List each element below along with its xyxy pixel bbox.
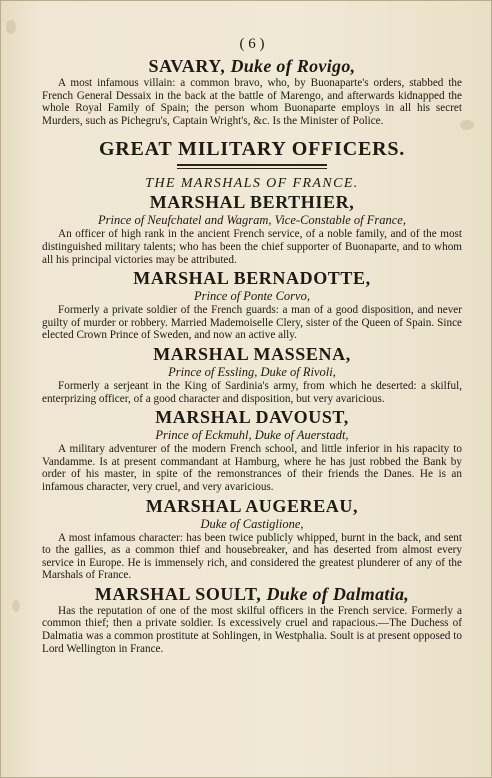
entry-text: An officer of high rank in the ancient French service, of a noble family, and of the most distinguished military talents; who has been the chief supporter of Buonaparte, and to whom all his principal victories may be attributed. bbox=[42, 228, 462, 266]
entry-title-italic: Duke of Dalmatia, bbox=[266, 583, 410, 604]
entry-title: MARSHAL AUGEREAU, bbox=[145, 495, 359, 516]
page-number: ( 6 ) bbox=[239, 36, 265, 52]
entry-savary bbox=[42, 56, 462, 127]
entry-text: A military adventurer of the modern French school, and little inferior in his rapacity to Vandamme. Is at present commandant at Hamburg, where he has just robbed the Bank by order of his master, in spite of the remonstrances of their friends the Danes. He is an infamous character, very cruel, and very avaricious. bbox=[42, 443, 462, 493]
entry-text: Has the reputation of one of the most skilful officers in the French service. Formerly a common thief; then a private soldier. Is excessively cruel and rapacious.—The Duchess of Dalmatia was a common prostitute at Sohlingen, in Westphalia. Soult is at present opposed to Lord Wellington in France. bbox=[42, 604, 462, 655]
paper-stain bbox=[460, 120, 474, 130]
entry-subtitle: Duke of Castiglione, bbox=[200, 516, 304, 531]
entry-subtitle: Prince of Ponte Corvo, bbox=[194, 289, 310, 304]
sub-section-title: THE MARSHALS OF FRANCE. bbox=[145, 176, 359, 192]
entry-subtitle: Prince of Essling, Duke of Rivoli, bbox=[168, 364, 336, 379]
entry-title: MARSHAL BERTHIER, bbox=[149, 192, 355, 213]
entry-text: Formerly a serjeant in the King of Sardinia's army, from which he deserted: a skilful, enterprizing officer, of a good character and disposition, but very avaricious. bbox=[42, 379, 462, 405]
entry-title-italic: Duke of Rovigo, bbox=[230, 56, 356, 76]
entry-title: MARSHAL MASSENA, bbox=[153, 343, 351, 364]
paper-stain bbox=[12, 600, 20, 612]
entry-title bbox=[42, 584, 462, 605]
entry-text: A most infamous villain: a common bravo, who, by Buonaparte's orders, stabbed the French General Dessaix in the back at the battle of Marengo, and afterwards kidnapped the whole Royal Family of Spain; the person whom Buonaparte employs in all his secret Murders, such as Pichegru's, Captain Wright's, &c. Is the Minister of Police. bbox=[42, 77, 462, 127]
entry-massena bbox=[42, 344, 462, 405]
entry-davoust bbox=[42, 407, 462, 493]
entry-bernadotte bbox=[42, 268, 462, 342]
entry-text: A most infamous character: has been twice publicly whipped, burnt in the back, and sent to the gallies, as a common thief and housebreaker, and has deserted from almost every service in Europe. He is immensely rich, and considered the greatest plunderer of any of the Marshals of France. bbox=[42, 531, 462, 582]
entry-title bbox=[42, 56, 462, 77]
entry-augereau bbox=[42, 496, 462, 582]
entry-name: SAVARY, bbox=[148, 56, 226, 76]
entry-subtitle: Prince of Neufchatel and Wagram, Vice-Constable of France, bbox=[98, 213, 406, 228]
entry-title: MARSHAL BERNADOTTE, bbox=[133, 268, 371, 289]
double-rule bbox=[177, 164, 327, 169]
entry-name: MARSHAL SOULT, bbox=[94, 583, 262, 604]
entry-title: MARSHAL DAVOUST, bbox=[155, 407, 349, 428]
entry-text: Formerly a private soldier of the French guards: a man of a good disposition, and never guilty of murder or robbery. Married Mademoiselle Clery, sister of the Queen of Spain. Since elected Crown Prince of Sweden, and now an active ally. bbox=[42, 304, 462, 342]
section-title: GREAT MILITARY OFFICERS. bbox=[98, 138, 406, 161]
entry-subtitle: Prince of Eckmuhl, Duke of Auerstadt, bbox=[155, 428, 349, 443]
entry-berthier bbox=[42, 192, 462, 266]
entry-soult bbox=[42, 584, 462, 655]
paper-stain bbox=[6, 20, 16, 34]
